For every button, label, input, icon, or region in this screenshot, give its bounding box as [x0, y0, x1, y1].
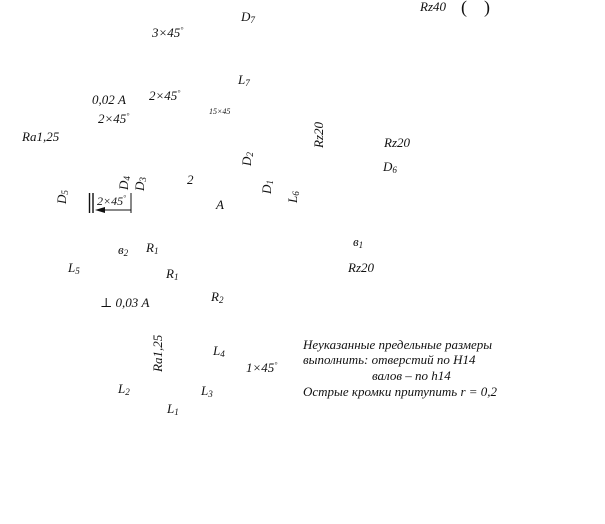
- paren-close: ): [484, 0, 490, 17]
- roughness-rz-right: Rz20: [384, 135, 410, 150]
- perpendicularity-tolerance: ⊥ 0,03 А: [100, 295, 150, 310]
- dim-d1: $D_1$: [259, 180, 275, 194]
- dim-l7: $L_7$: [238, 72, 250, 88]
- chamfer-3x45: 3×45°: [152, 25, 184, 40]
- note-line-3: валов – по h14: [372, 368, 451, 383]
- dim-l5: $L_5$: [68, 260, 80, 276]
- datum-arrow-marker: [88, 193, 132, 213]
- roughness-ra-left: Ra1,25: [22, 129, 60, 144]
- datum-a: А: [216, 197, 224, 212]
- roughness-rz-bottom: Rz20: [348, 260, 374, 275]
- dim-2: 2: [187, 172, 194, 187]
- dim-d5: $D_5$: [54, 190, 70, 204]
- chamfer-1x45: 1×45°: [246, 360, 278, 375]
- dim-l2: $L_2$: [118, 381, 130, 397]
- dim-d2: $D_2$: [239, 152, 255, 166]
- dim-d4: $D_4$: [116, 176, 132, 190]
- chamfer-2x45-c: 2×45°: [97, 194, 126, 208]
- paren-open: (: [461, 0, 467, 17]
- roughness-rz40: Rz40: [420, 0, 446, 14]
- note-line-2: выполнить: отверстий по Н14: [303, 352, 476, 367]
- chamfer-2x45-b: 2×45°: [98, 111, 130, 126]
- dim-b2: $в_2$: [118, 242, 129, 258]
- dim-b1: $в_1$: [353, 234, 364, 250]
- runout-tolerance: 0,02 А: [92, 92, 126, 107]
- dim-l6: $L_6$: [285, 191, 301, 203]
- chamfer-2x45-a: 2×45°: [149, 88, 181, 103]
- note-line-4: Острые кромки притупить r = 0,2: [303, 384, 498, 399]
- dim-l4: $L_4$: [213, 343, 225, 359]
- dim-r1-b: $R_1$: [166, 266, 179, 282]
- dim-r2: $R_2$: [211, 289, 224, 305]
- roughness-ra-vertical: Ra1,25: [150, 334, 165, 372]
- roughness-rz-vertical: Rz20: [311, 122, 326, 148]
- dim-d7: $D_7$: [241, 9, 255, 25]
- dim-d6: $D_6$: [383, 159, 397, 175]
- note-line-1: Неуказанные предельные размеры: [303, 337, 493, 352]
- dim-l3: $L_3$: [201, 383, 213, 399]
- dim-r1-a: $R_1$: [146, 240, 159, 256]
- chamfer-15x45: 15×45: [209, 107, 231, 116]
- dim-l1: $L_1$: [167, 401, 179, 417]
- dim-d3: $D_3$: [132, 177, 148, 191]
